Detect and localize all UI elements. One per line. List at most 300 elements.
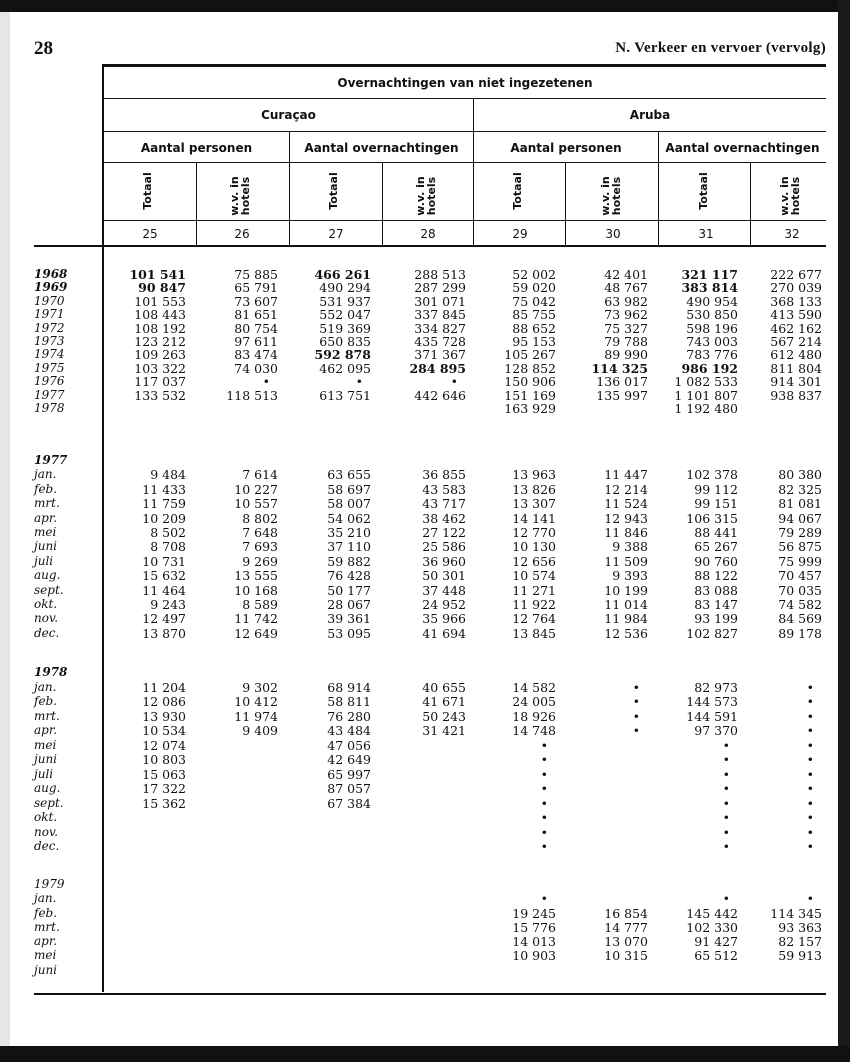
row-label: dec. (34, 626, 60, 640)
table-cell-col-26: 10 168 (234, 583, 278, 598)
table-cell-col-27: 87 057 (327, 781, 371, 796)
table-cell-col-26: 9 269 (242, 554, 278, 569)
table-cell-col-29: • (540, 810, 548, 825)
table-cell-col-27: • (355, 374, 363, 389)
table-cell-col-30: 79 788 (604, 334, 648, 349)
table-cell-col-29: 18 926 (512, 709, 556, 724)
table-cell-col-31: 82 973 (694, 680, 738, 695)
col-number-32: 32 (784, 227, 800, 241)
table-cell-col-30: 11 846 (604, 525, 648, 540)
table-cell-col-32: 56 875 (778, 539, 822, 554)
table-cell-col-32: 938 837 (770, 388, 822, 403)
table-cell-col-25: 11 204 (142, 680, 186, 695)
divider-col-25-26 (196, 162, 197, 246)
table-cell-col-28: 41 694 (422, 626, 466, 641)
row-label: 1971 (34, 307, 65, 321)
group-header-rule (104, 131, 826, 132)
table-cell-col-26: • (262, 374, 270, 389)
table-cell-col-26: 7 614 (242, 467, 278, 482)
table-cell-col-32: • (806, 723, 814, 738)
table-cell-col-29: 12 656 (512, 554, 556, 569)
table-cell-col-29: • (540, 839, 548, 854)
table-cell-col-27: 68 914 (327, 680, 371, 695)
table-cell-col-29: 19 245 (512, 906, 556, 921)
table-cell-col-31: 144 573 (686, 694, 738, 709)
row-label: mei (34, 738, 57, 752)
table-cell-col-30: 13 070 (604, 934, 648, 949)
table-cell-col-29: 11 922 (512, 597, 556, 612)
col-label-29: Totaal (511, 172, 524, 210)
row-label: 1976 (34, 374, 65, 388)
row-label: mei (34, 525, 57, 539)
header-sub-a-overnachtingen: Aantal overnachtingen (665, 141, 820, 155)
table-cell-col-29: 105 267 (504, 347, 556, 362)
table-cell-col-29: 10 574 (512, 568, 556, 583)
table-cell-col-25: 12 497 (142, 611, 186, 626)
table-cell-col-27: 76 280 (327, 709, 371, 724)
table-cell-col-27: 519 369 (319, 321, 371, 336)
page-edge-shadow (0, 0, 10, 1062)
table-cell-col-29: • (540, 738, 548, 753)
table-cell-col-31: 783 776 (686, 347, 738, 362)
col-label-31: Totaal (697, 172, 710, 210)
table-cell-col-29: 10 903 (512, 948, 556, 963)
row-label: mei (34, 948, 57, 962)
table-cell-col-32: 89 178 (778, 626, 822, 641)
table-cell-col-26: 97 611 (234, 334, 278, 349)
row-label: jan. (34, 467, 57, 481)
table-cell-col-31: 83 088 (694, 583, 738, 598)
table-cell-col-29: 151 169 (504, 388, 556, 403)
table-cell-col-29: 12 770 (512, 525, 556, 540)
table-cell-col-26: 118 513 (226, 388, 278, 403)
col-number-27: 27 (328, 227, 344, 241)
table-cell-col-29: • (540, 891, 548, 906)
table-cell-col-31: 986 192 (681, 361, 738, 376)
table-cell-col-26: 74 030 (234, 361, 278, 376)
row-label: juni (34, 752, 58, 766)
table-cell-col-30: 11 509 (604, 554, 648, 569)
table-cell-col-28: 31 421 (422, 723, 466, 738)
table-cell-col-28: 41 671 (422, 694, 466, 709)
row-label: mrt. (34, 709, 60, 723)
table-cell-col-27: 650 835 (319, 334, 371, 349)
table-cell-col-30: 12 214 (604, 482, 648, 497)
table-cell-col-30: 114 325 (591, 361, 648, 376)
table-cell-col-31: 1 101 807 (674, 388, 738, 403)
table-cell-col-31: 106 315 (686, 511, 738, 526)
table-cell-col-29: 128 852 (504, 361, 556, 376)
table-cell-col-27: 39 361 (327, 611, 371, 626)
table-cell-col-25: 13 930 (142, 709, 186, 724)
table-cell-col-30: 11 984 (604, 611, 648, 626)
table-cell-col-31: 490 954 (686, 294, 738, 309)
col-label-27: Totaal (327, 172, 340, 210)
table-cell-col-27: 76 428 (327, 568, 371, 583)
table-cell-col-28: 334 827 (414, 321, 466, 336)
table-cell-col-31: • (722, 810, 730, 825)
table-cell-col-30: 135 997 (596, 388, 648, 403)
row-label: sept. (34, 583, 64, 597)
table-cell-col-25: 101 553 (134, 294, 186, 309)
table-cell-col-29: 163 929 (504, 401, 556, 416)
row-label: 1972 (34, 321, 65, 335)
table-cell-col-26: 10 412 (234, 694, 278, 709)
table-cell-col-30: • (632, 680, 640, 695)
row-label: juni (34, 539, 58, 553)
table-cell-col-32: 70 035 (778, 583, 822, 598)
row-label: aug. (34, 568, 61, 582)
table-cell-col-32: 94 067 (778, 511, 822, 526)
table-cell-col-31: • (722, 796, 730, 811)
table-cell-col-26: 9 302 (242, 680, 278, 695)
table-cell-col-29: 13 963 (512, 467, 556, 482)
row-label: feb. (34, 906, 58, 920)
row-label: feb. (34, 482, 58, 496)
table-cell-col-27: 47 056 (327, 738, 371, 753)
table-cell-col-29: 12 764 (512, 611, 556, 626)
table-cell-col-27: 35 210 (327, 525, 371, 540)
table-cell-col-25: 9 484 (150, 467, 186, 482)
table-cell-col-28: • (450, 374, 458, 389)
section-title: N. Verkeer en vervoer (vervolg) (615, 40, 826, 56)
table-cell-col-28: 337 845 (414, 307, 466, 322)
table-cell-col-32: 368 133 (770, 294, 822, 309)
table-cell-col-27: 65 997 (327, 767, 371, 782)
table-cell-col-30: 75 327 (604, 321, 648, 336)
row-label: juli (34, 767, 54, 781)
table-cell-col-32: 59 913 (778, 948, 822, 963)
table-cell-col-30: 12 943 (604, 511, 648, 526)
table-cell-col-31: • (722, 825, 730, 840)
table-cell-col-32: • (806, 839, 814, 854)
table-cell-col-29: 150 906 (504, 374, 556, 389)
table-cell-col-32: 80 380 (778, 467, 822, 482)
row-label: aug. (34, 781, 61, 795)
table-cell-col-29: 11 271 (512, 583, 556, 598)
table-cell-col-26: 11 742 (234, 611, 278, 626)
table-cell-col-25: 10 731 (142, 554, 186, 569)
table-cell-col-29: 95 153 (512, 334, 556, 349)
table-cell-col-27: 531 937 (319, 294, 371, 309)
table-cell-col-27: 59 882 (327, 554, 371, 569)
table-cell-col-25: 15 632 (142, 568, 186, 583)
table-cell-col-28: 371 367 (414, 347, 466, 362)
col-number-25: 25 (142, 227, 158, 241)
table-cell-col-29: • (540, 796, 548, 811)
col-label-30: w.v. in hotels (599, 176, 623, 216)
col-number-30: 30 (605, 227, 621, 241)
table-cell-col-31: 99 112 (694, 482, 738, 497)
table-cell-col-29: 13 845 (512, 626, 556, 641)
row-label: okt. (34, 810, 58, 824)
table-cell-col-26: 7 693 (242, 539, 278, 554)
table-cell-col-31: 1 192 480 (674, 401, 738, 416)
table-cell-col-28: 301 071 (414, 294, 466, 309)
row-label: 1973 (34, 334, 65, 348)
table-bottom-rule (34, 993, 826, 995)
table-cell-col-32: • (806, 752, 814, 767)
table-cell-col-27: 466 261 (314, 267, 371, 282)
table-cell-col-31: 743 003 (686, 334, 738, 349)
row-label: nov. (34, 611, 59, 625)
table-cell-col-25: 12 074 (142, 738, 186, 753)
table-cell-col-30: • (632, 694, 640, 709)
table-cell-col-31: 102 378 (686, 467, 738, 482)
table-cell-col-27: 462 095 (319, 361, 371, 376)
row-label: jan. (34, 891, 57, 905)
table-cell-col-28: 284 895 (409, 361, 466, 376)
table-cell-col-27: 552 047 (319, 307, 371, 322)
table-cell-col-31: 145 442 (686, 906, 738, 921)
table-cell-col-29: 24 005 (512, 694, 556, 709)
table-cell-col-27: 58 811 (327, 694, 371, 709)
table-cell-col-32: 79 289 (778, 525, 822, 540)
table-cell-col-32: 93 363 (778, 920, 822, 935)
table-cell-col-25: 117 037 (134, 374, 186, 389)
table-cell-col-26: 80 754 (234, 321, 278, 336)
table-cell-col-26: 7 648 (242, 525, 278, 540)
row-label: okt. (34, 597, 58, 611)
row-label: mrt. (34, 920, 60, 934)
table-cell-col-29: • (540, 752, 548, 767)
table-cell-col-31: • (722, 738, 730, 753)
table-cell-col-32: 74 582 (778, 597, 822, 612)
table-cell-col-26: 11 974 (234, 709, 278, 724)
table-cell-col-25: 101 541 (129, 267, 186, 282)
table-cell-col-25: 10 803 (142, 752, 186, 767)
table-cell-col-27: 58 697 (327, 482, 371, 497)
table-cell-col-30: 9 393 (612, 568, 648, 583)
colnum-header-rule (104, 220, 826, 221)
row-label: mrt. (34, 496, 60, 510)
col-label-28: w.v. in hotels (414, 176, 438, 216)
table-cell-col-31: • (722, 752, 730, 767)
row-label: juni (34, 963, 58, 977)
col-label-26: w.v. in hotels (228, 176, 252, 216)
table-cell-col-29: 14 013 (512, 934, 556, 949)
header-group-aruba: Aruba (629, 108, 671, 122)
row-label: 1978 (34, 665, 68, 679)
table-cell-col-32: 222 677 (770, 267, 822, 282)
table-cell-col-26: 9 409 (242, 723, 278, 738)
row-label: jan. (34, 680, 57, 694)
table-cell-col-32: • (806, 767, 814, 782)
table-cell-col-30: 63 982 (604, 294, 648, 309)
table-cell-col-27: 54 062 (327, 511, 371, 526)
table-cell-col-27: 592 878 (314, 347, 371, 362)
table-cell-col-30: 48 767 (604, 280, 648, 295)
table-cell-col-27: 63 655 (327, 467, 371, 482)
table-cell-col-30: 136 017 (596, 374, 648, 389)
table-cell-col-29: 14 141 (512, 511, 556, 526)
table-cell-col-31: 99 151 (694, 496, 738, 511)
table-cell-col-30: 11 014 (604, 597, 648, 612)
table-cell-col-32: 567 214 (770, 334, 822, 349)
table-cell-col-30: 10 315 (604, 948, 648, 963)
table-cell-col-25: 12 086 (142, 694, 186, 709)
row-label: 1977 (34, 453, 68, 467)
table-cell-col-28: 35 966 (422, 611, 466, 626)
table-cell-col-28: 36 855 (422, 467, 466, 482)
header-group-curacao: Curaçao (261, 108, 316, 122)
table-cell-col-26: 12 649 (234, 626, 278, 641)
table-cell-col-29: 85 755 (512, 307, 556, 322)
page-number: 28 (34, 38, 53, 59)
table-cell-col-31: • (722, 767, 730, 782)
table-cell-col-32: 82 157 (778, 934, 822, 949)
table-cell-col-29: 14 582 (512, 680, 556, 695)
table-cell-col-31: 88 441 (694, 525, 738, 540)
table-cell-col-30: 11 447 (604, 467, 648, 482)
header-sub-c-overnachtingen: Aantal overnachtingen (304, 141, 459, 155)
table-cell-col-26: 81 651 (234, 307, 278, 322)
scan-bottom-border (0, 1046, 850, 1062)
table-cell-col-29: • (540, 825, 548, 840)
table-cell-col-29: 15 776 (512, 920, 556, 935)
table-cell-col-30: 89 990 (604, 347, 648, 362)
table-cell-col-30: 12 536 (604, 626, 648, 641)
table-cell-col-29: 14 748 (512, 723, 556, 738)
table-cell-col-32: 811 804 (770, 361, 822, 376)
scan-right-border (838, 0, 850, 1062)
subgroup-header-rule (104, 162, 826, 163)
table-cell-col-30: 11 524 (604, 496, 648, 511)
table-cell-col-32: 84 569 (778, 611, 822, 626)
table-cell-col-25: 10 534 (142, 723, 186, 738)
table-cell-col-29: 10 130 (512, 539, 556, 554)
table-cell-col-25: 123 212 (134, 334, 186, 349)
table-cell-col-29: • (540, 781, 548, 796)
table-cell-col-32: • (806, 709, 814, 724)
main-header-rule (104, 98, 826, 99)
table-cell-col-32: 914 301 (770, 374, 822, 389)
table-cell-col-32: 82 325 (778, 482, 822, 497)
table-cell-col-29: • (540, 767, 548, 782)
table-cell-col-25: 8 502 (150, 525, 186, 540)
table-cell-col-32: 612 480 (770, 347, 822, 362)
col-number-28: 28 (420, 227, 436, 241)
table-cell-col-25: 108 443 (134, 307, 186, 322)
table-cell-col-31: 383 814 (681, 280, 738, 295)
row-label: 1977 (34, 388, 65, 402)
table-cell-col-32: 462 162 (770, 321, 822, 336)
table-cell-col-28: 50 301 (422, 568, 466, 583)
table-cell-col-32: 413 590 (770, 307, 822, 322)
table-cell-col-31: 97 370 (694, 723, 738, 738)
table-cell-col-28: 287 299 (414, 280, 466, 295)
row-label: 1968 (34, 267, 68, 281)
table-cell-col-28: 288 513 (414, 267, 466, 282)
table-cell-col-32: 70 457 (778, 568, 822, 583)
table-cell-col-31: 321 117 (681, 267, 738, 282)
table-cell-col-27: 42 649 (327, 752, 371, 767)
table-cell-col-32: • (806, 810, 814, 825)
table-cell-col-30: 42 401 (604, 267, 648, 282)
table-cell-col-27: 43 484 (327, 723, 371, 738)
table-cell-col-32: • (806, 781, 814, 796)
table-cell-col-26: 73 607 (234, 294, 278, 309)
table-cell-col-31: 1 082 533 (674, 374, 738, 389)
header-sub-a-personen: Aantal personen (510, 141, 622, 155)
table-cell-col-31: 91 427 (694, 934, 738, 949)
table-cell-col-25: 13 870 (142, 626, 186, 641)
table-cell-col-27: 53 095 (327, 626, 371, 641)
col-number-29: 29 (512, 227, 528, 241)
table-cell-col-28: 27 122 (422, 525, 466, 540)
row-label: apr. (34, 511, 58, 525)
table-cell-col-27: 58 007 (327, 496, 371, 511)
table-cell-col-31: 530 850 (686, 307, 738, 322)
table-cell-col-32: 81 081 (778, 496, 822, 511)
row-label: juli (34, 554, 54, 568)
row-label: 1974 (34, 347, 65, 361)
table-cell-col-28: 442 646 (414, 388, 466, 403)
row-label: 1978 (34, 401, 65, 415)
table-cell-col-28: 36 960 (422, 554, 466, 569)
table-cell-col-25: 109 263 (134, 347, 186, 362)
table-cell-col-32: • (806, 694, 814, 709)
row-label: 1970 (34, 294, 65, 308)
table-cell-col-32: • (806, 680, 814, 695)
table-cell-col-25: 11 759 (142, 496, 186, 511)
table-cell-col-31: 65 267 (694, 539, 738, 554)
table-cell-col-26: 75 885 (234, 267, 278, 282)
table-cell-col-30: • (632, 723, 640, 738)
table-cell-col-25: 17 322 (142, 781, 186, 796)
table-cell-col-28: 43 717 (422, 496, 466, 511)
table-cell-col-31: 144 591 (686, 709, 738, 724)
row-label: nov. (34, 825, 59, 839)
table-cell-col-31: 88 122 (694, 568, 738, 583)
table-cell-col-26: 8 589 (242, 597, 278, 612)
row-label: 1969 (34, 280, 68, 294)
table-cell-col-29: 13 826 (512, 482, 556, 497)
table-top-rule (104, 64, 826, 67)
row-label: apr. (34, 934, 58, 948)
table-cell-col-32: 114 345 (770, 906, 822, 921)
row-label: 1979 (34, 877, 65, 891)
table-cell-col-31: 598 196 (686, 321, 738, 336)
table-cell-col-28: 38 462 (422, 511, 466, 526)
table-cell-col-28: 37 448 (422, 583, 466, 598)
table-cell-col-29: 75 042 (512, 294, 556, 309)
table-cell-col-30: 14 777 (604, 920, 648, 935)
table-cell-col-32: • (806, 738, 814, 753)
row-label: feb. (34, 694, 58, 708)
table-cell-col-32: 270 039 (770, 280, 822, 295)
table-cell-col-29: 88 652 (512, 321, 556, 336)
table-cell-col-27: 50 177 (327, 583, 371, 598)
table-cell-col-25: 90 847 (138, 280, 186, 295)
table-cell-col-31: 93 199 (694, 611, 738, 626)
table-cell-col-32: • (806, 796, 814, 811)
table-cell-col-30: 10 199 (604, 583, 648, 598)
table-cell-col-31: 102 330 (686, 920, 738, 935)
col-number-31: 31 (698, 227, 714, 241)
table-cell-col-30: 73 962 (604, 307, 648, 322)
table-cell-col-31: 102 827 (686, 626, 738, 641)
col-label-25: Totaal (141, 172, 154, 210)
table-cell-col-25: 15 362 (142, 796, 186, 811)
header-main: Overnachtingen van niet ingezetenen (337, 76, 593, 90)
table-cell-col-31: • (722, 839, 730, 854)
table-cell-col-28: 25 586 (422, 539, 466, 554)
col-number-26: 26 (234, 227, 250, 241)
col-label-32: w.v. in hotels (778, 176, 802, 216)
table-cell-col-30: 9 388 (612, 539, 648, 554)
table-cell-col-25: 133 532 (134, 388, 186, 403)
